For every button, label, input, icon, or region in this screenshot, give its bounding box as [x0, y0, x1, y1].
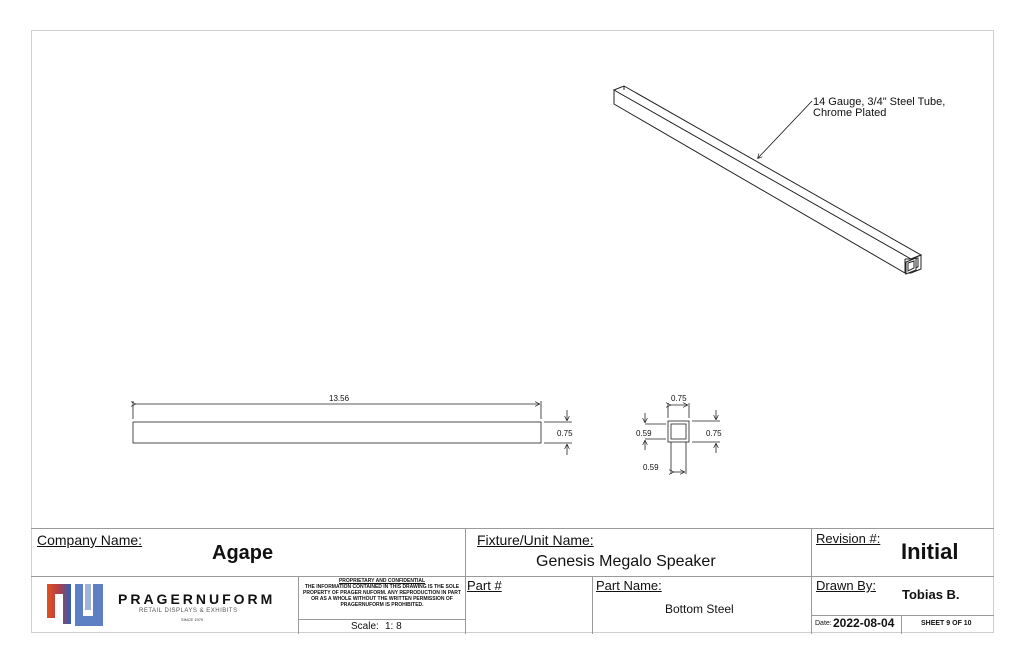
logo-tagline: RETAIL DISPLAYS & EXHIBITS: [139, 608, 238, 614]
dim-length: 13.56: [329, 394, 350, 403]
callout-text-1: 14 Gauge, 3/4" Steel Tube,: [813, 96, 946, 108]
title-block: [31, 528, 994, 633]
date-value: 2022-08-04: [833, 616, 895, 630]
logo-name: PRAGERNUFORM: [118, 591, 276, 607]
revision-value: Initial: [901, 539, 959, 564]
dim-section-bottom: 0.59: [643, 463, 659, 472]
dim-section-top: 0.75: [671, 394, 687, 403]
scale-value: 1: 8: [385, 621, 402, 632]
dim-section-left: 0.59: [636, 429, 652, 438]
side-view: [133, 401, 572, 455]
fixture-value: Genesis Megalo Speaker: [536, 553, 716, 570]
revision-label: Revision #:: [816, 531, 881, 546]
dim-height: 0.75: [557, 429, 573, 438]
part-name-value: Bottom Steel: [665, 602, 734, 616]
part-name-label: Part Name:: [596, 578, 662, 593]
callout-text-2: Chrome Plated: [813, 107, 887, 119]
date-label: Date:: [815, 620, 832, 627]
logo-mark-icon: [45, 580, 107, 628]
company-label: Company Name:: [37, 532, 143, 548]
dim-section-right: 0.75: [706, 429, 722, 438]
company-value: Agape: [212, 542, 274, 564]
proprietary-notice: [299, 577, 465, 619]
drawn-by-value: Tobias B.: [902, 587, 960, 602]
proprietary-title: PROPRIETARY AND CONFIDENTIAL: [338, 578, 426, 584]
company-logo: [45, 580, 285, 632]
drawn-by-label: Drawn By:: [816, 578, 876, 593]
logo-since: SINCE 1970: [181, 617, 204, 622]
fixture-label: Fixture/Unit Name:: [477, 532, 594, 548]
scale-label: Scale:: [351, 621, 379, 632]
sheet-number: SHEET 9 OF 10: [921, 620, 972, 627]
callout-leader: [758, 101, 812, 158]
part-number-label: Part #: [467, 578, 502, 593]
proprietary-body: THE INFORMATION CONTAINED IN THIS DRAWING IS THE SOLE PROPERTY OF PRAGER NUFORM. ANY REPRODUCTION IN PART OR AS A WHOLE WITHOUT THE WRITTEN PERMISSION OF PRAGERNUFORM IS PROHIBITED.: [303, 584, 461, 608]
